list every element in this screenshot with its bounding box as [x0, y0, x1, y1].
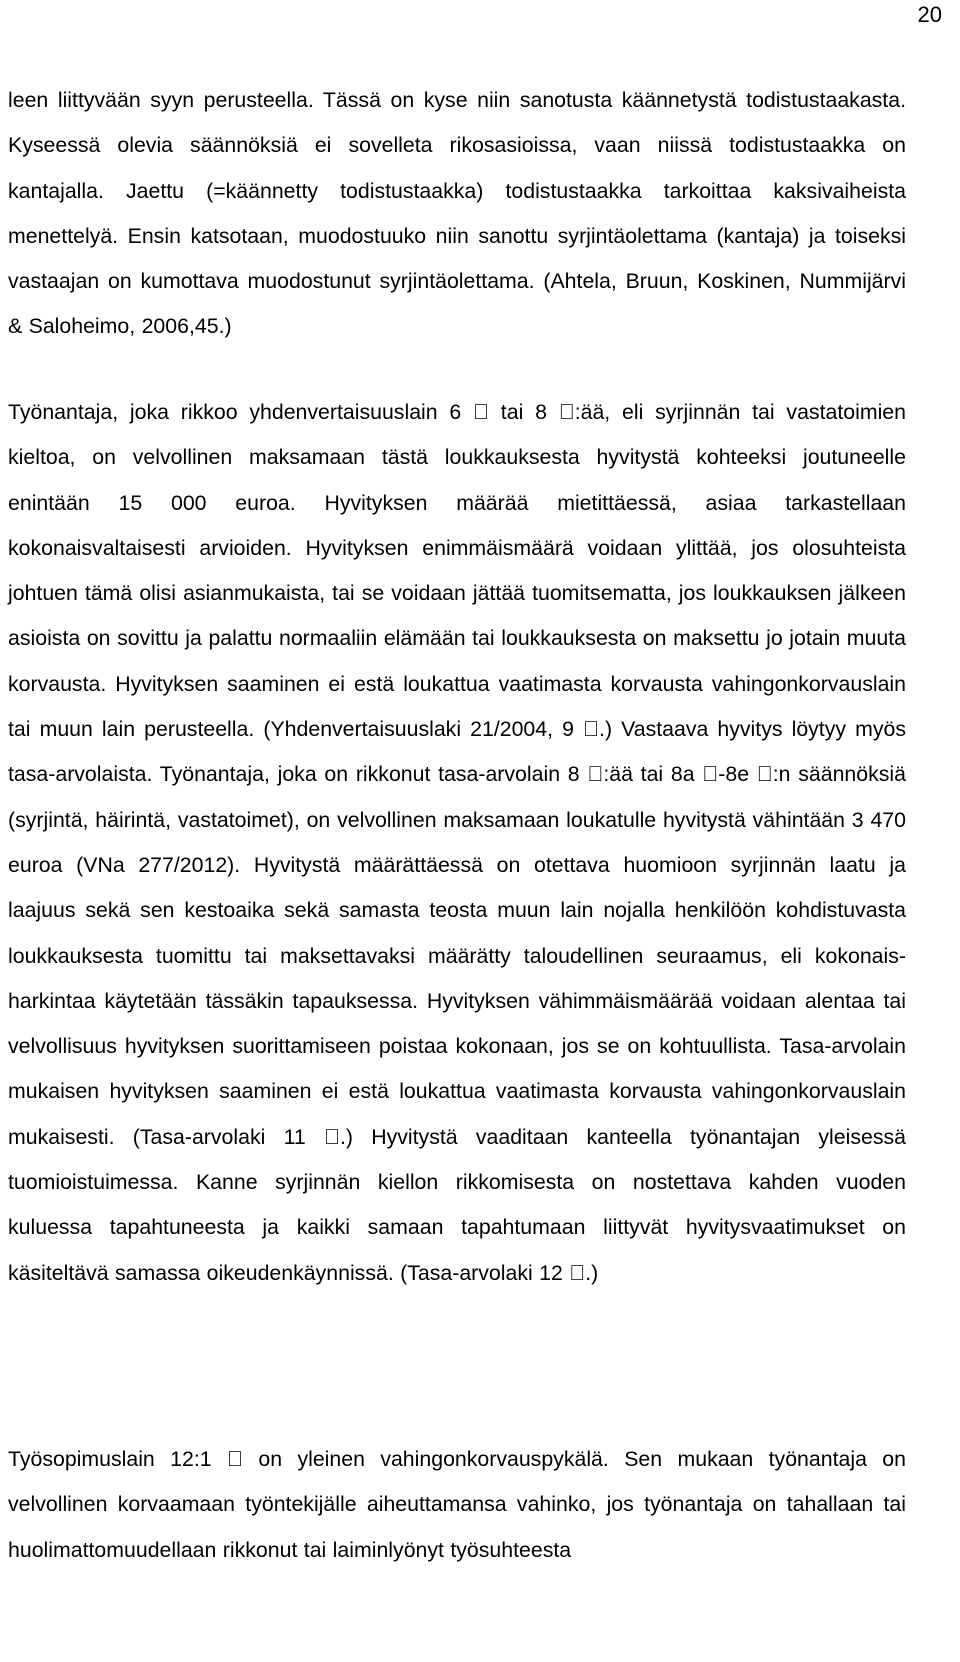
paragraph-employment-contracts-act: Työsopimuslain 12:1 on yleinen vahingonkorvauspykälä. Sen mukaan työnantaja on velvollinen korvaamaan työntekijälle aiheuttamansa vahinko, jos työnantaja on tahallaan tai huolimattomuudellaan rikkonut tai laiminlyönyt työsuhteesta	[8, 1447, 906, 1562]
paragraph-burden-of-proof: leen liittyvään syyn perusteella. Tässä on kyse niin sanotusta käännetystä todistustaakasta. Kyseessä olevia säännöksiä ei sovelleta rikosasioissa, vaan niissä todistustaakka on kantajalla. Jaettu (=käännetty todistustaakka) todistustaakka tarkoittaa kaksivaiheista menettelyä. Ensin katsotaan, muodostuuko niin sanottu syrjintäolettama (kantaja) ja toiseksi vastaajan on kumottava muodostunut syrjintäolettama. (Ahtela, Bruun, Koskinen, Nummijärvi & Saloheimo, 2006,45.)	[8, 88, 906, 339]
paragraph-compensation: Työnantaja, joka rikkoo yhdenvertaisuuslain 6 tai 8 :ää, eli syrjinnän tai vastatoimien kieltoa, on velvollinen maksamaan tästä loukkauksesta hyvitystä kohteeksi joutuneelle enintään 15 000 euroa. Hyvityksen määrää mietittäessä, asiaa tarkastellaan kokonaisvaltaisesti arvioiden. Hyvityksen enimmäismäärä voidaan ylittää, jos olosuhteista johtuen tämä olisi asianmukaista, tai se voidaan jättää tuomitsematta, jos loukkauksen jälkeen asioista on sovittu ja palattu normaaliin elämään tai loukkauksesta on maksettu jo jotain muuta korvausta. Hyvityksen saaminen ei estä loukattua vaatimasta korvausta vahingonkorvauslain tai muun lain perusteella. (Yhdenvertaisuuslaki 21/2004, 9 .) Vastaava hyvitys löytyy myös tasa-arvolaista. Työnantaja, joka on rikkonut tasa-arvolain 8 :ää tai 8a -8e :n säännöksiä (syrjintä, häirintä, vastatoimet), on velvollinen maksamaan loukatulle hyvitystä vähintään 3 470 euroa (VNa 277/2012). Hyvitystä määrättäessä on otettava huomioon syrjinnän laatu ja laajuus sekä sen kestoaika sekä samasta teosta muun lain nojalla henkilöön kohdistuvasta loukkauksesta tuomittu tai maksettavaksi määrätty taloudellinen seuraamus, eli kokonaisharkintaa käytetään tässäkin tapauksessa. Hyvityksen vähimmäismäärää voidaan alentaa tai velvollisuus hyvityksen suorittamiseen poistaa kokonaan, jos se on kohtuullista. Tasa-arvolain mukaisen hyvityksen saaminen ei estä loukattua vaatimasta korvausta vahingonkorvauslain mukaisesti. (Tasa-arvolaki 11 .) Hyvitystä vaaditaan kanteella työnantajan yleisessä tuomioistuimessa. Kanne syrjinnän kiellon rikkomisesta on nostettava kahden vuoden kuluessa tapahtuneesta ja kaikki samaan tapahtumaan liittyvät hyvitysvaatimukset on käsiteltävä samassa oikeudenkäynnissä. (Tasa-arvolaki 12 .)	[8, 400, 906, 1285]
page-number: 20	[917, 2, 942, 27]
